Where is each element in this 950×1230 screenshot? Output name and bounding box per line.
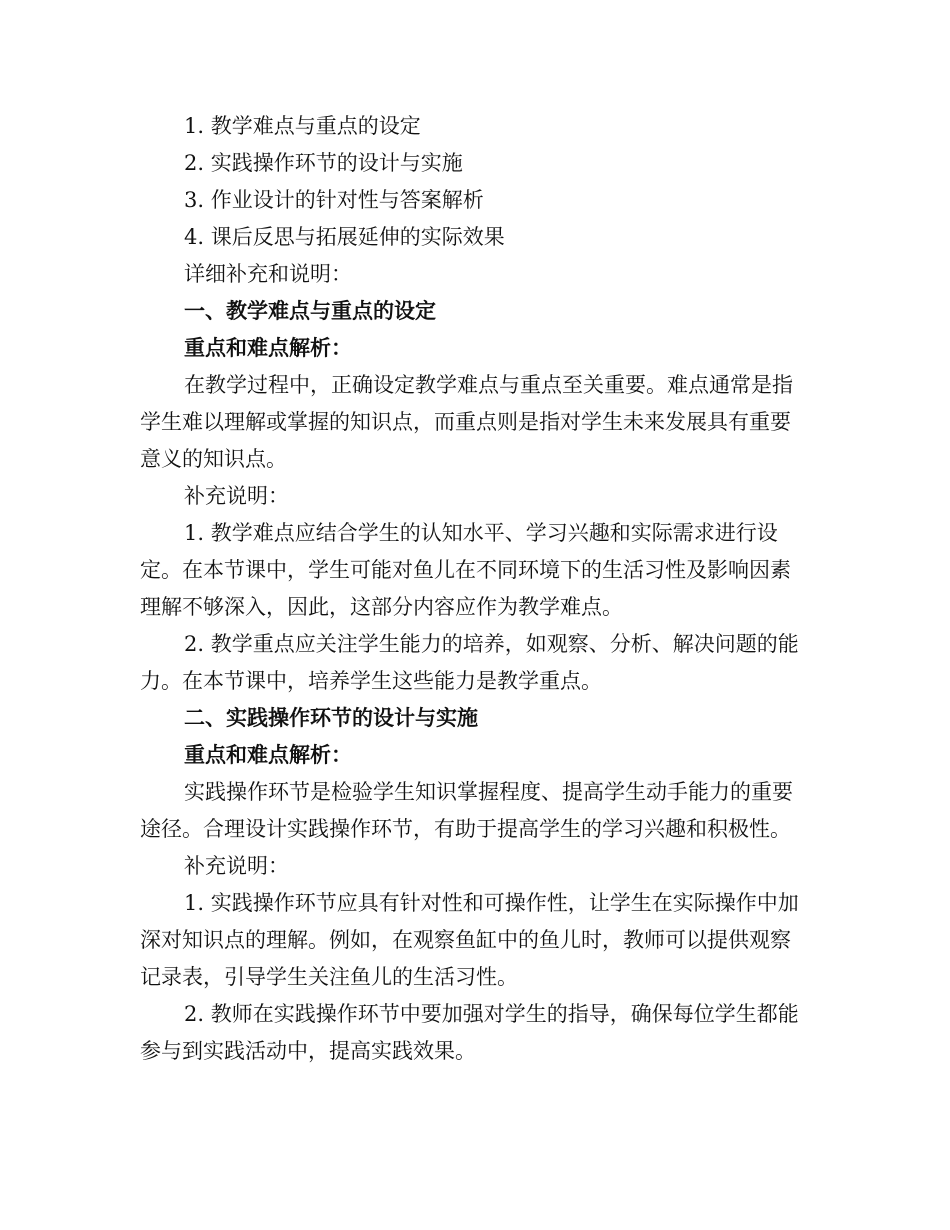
section2-point-2: 2. 教师在实践操作环节中要加强对学生的指导，确保每位学生都能参与到实践活动中，提高实践效果。 xyxy=(140,1002,799,1063)
section2-point-1: 1. 实践操作环节应具有针对性和可操作性，让学生在实际操作中加深对知识点的理解。例如，在观察鱼缸中的鱼儿时，教师可以提供观察记录表，引导学生关注鱼儿的生活习性。 xyxy=(140,891,799,989)
section1-point-1: 1. 教学难点应结合学生的认知水平、学习兴趣和实际需求进行设定。在本节课中，学生可能对鱼儿在不同环境下的生活习性及影响因素理解不够深入，因此，这部分内容应作为教学难点。 xyxy=(140,521,791,619)
section2-heading: 二、实践操作环节的设计与实施 xyxy=(184,706,478,730)
section1-paragraph: 在教学过程中，正确设定教学难点与重点至关重要。难点通常是指学生难以理解或掌握的知识点，而重点则是指对学生未来发展具有重要意义的知识点。 xyxy=(140,373,793,471)
outline-item-4: 4. 课后反思与拓展延伸的实际效果 xyxy=(184,225,505,249)
section2-supplement-label: 补充说明： xyxy=(184,854,289,878)
section1-supplement-label: 补充说明： xyxy=(184,484,289,508)
section2-subheading: 重点和难点解析： xyxy=(184,743,352,767)
outline-item-1: 1. 教学难点与重点的设定 xyxy=(184,114,421,138)
section1-subheading: 重点和难点解析： xyxy=(184,336,352,360)
section1-heading: 一、教学难点与重点的设定 xyxy=(184,299,436,323)
document-body xyxy=(140,108,810,1070)
section1-point-2: 2. 教学重点应关注学生能力的培养，如观察、分析、解决问题的能力。在本节课中，培养学生这些能力是教学重点。 xyxy=(140,632,799,693)
outline-item-3: 3. 作业设计的针对性与答案解析 xyxy=(184,188,484,212)
outline-item-2: 2. 实践操作环节的设计与实施 xyxy=(184,151,463,175)
outline-intro: 详细补充和说明： xyxy=(184,262,352,286)
section2-paragraph: 实践操作环节是检验学生知识掌握程度、提高学生动手能力的重要途径。合理设计实践操作环节，有助于提高学生的学习兴趣和积极性。 xyxy=(140,780,793,841)
